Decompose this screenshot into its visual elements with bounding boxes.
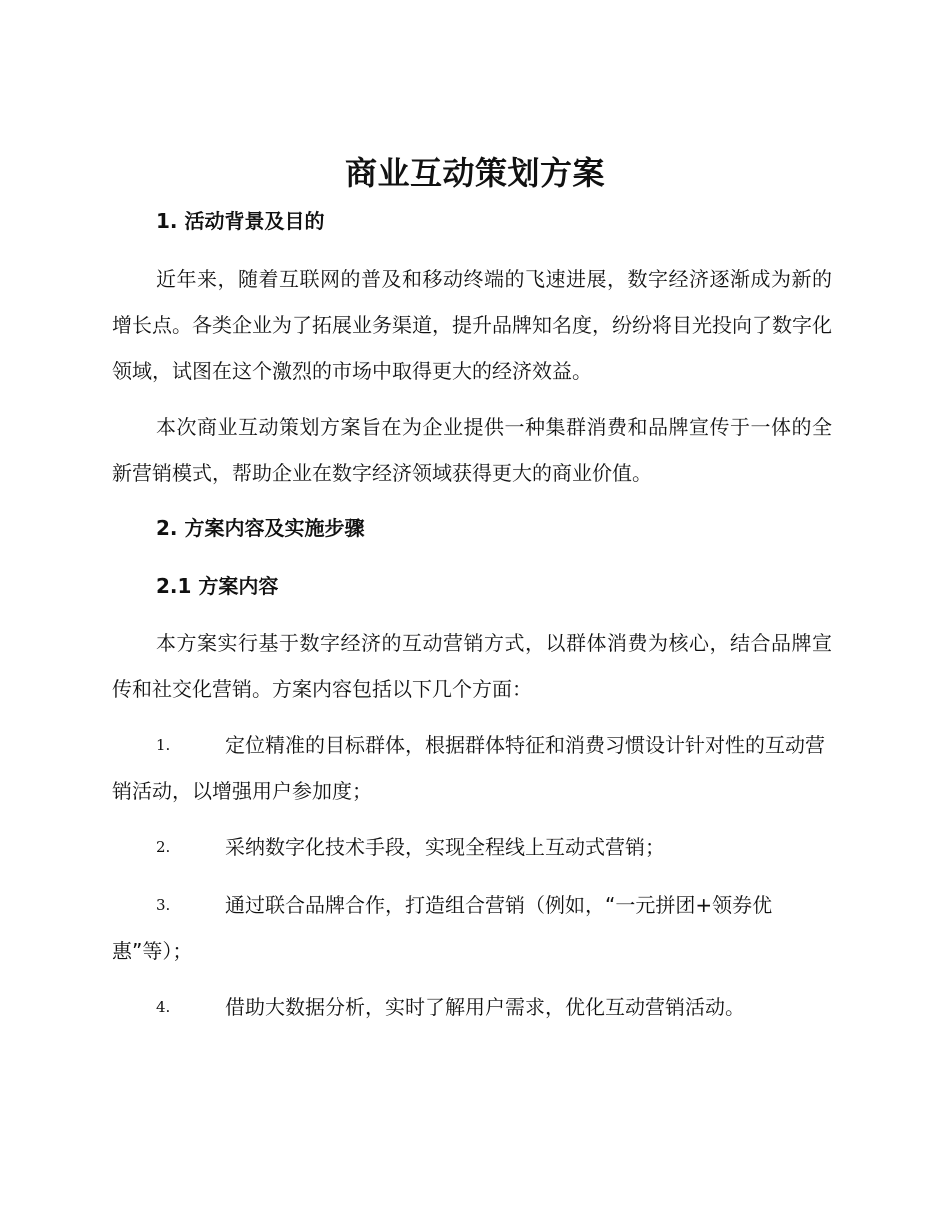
list-item-text: 借助大数据分析，实时了解用户需求，优化互动营销活动。 — [225, 995, 745, 1019]
list-item — [112, 824, 832, 870]
list-item-number: 1. — [156, 736, 171, 754]
section-heading-1: 1. 活动背景及目的 — [156, 209, 325, 233]
subsection-heading-2-1: 2.1 方案内容 — [156, 574, 279, 598]
paragraph-background: 近年来，随着互联网的普及和移动终端的飞速进展，数字经济逐渐成为新的增长点。各类企业为了拓展业务渠道，提升品牌知名度，纷纷将目光投向了数字化领域，试图在这个激烈的市场中取得更大的经济效益。 — [112, 267, 832, 383]
list-item-number: 3. — [156, 896, 171, 914]
paragraph-plan-intro: 本方案实行基于数字经济的互动营销方式，以群体消费为核心，结合品牌宣传和社交化营销。方案内容包括以下几个方面： — [112, 631, 832, 701]
list-item — [112, 984, 832, 1030]
list-item-number: 4. — [156, 998, 171, 1016]
list-item — [112, 882, 832, 974]
paragraph-purpose: 本次商业互动策划方案旨在为企业提供一种集群消费和品牌宣传于一体的全新营销模式，帮助企业在数字经济领域获得更大的商业价值。 — [112, 415, 832, 485]
list-item-text: 定位精准的目标群体，根据群体特征和消费习惯设计针对性的互动营销活动，以增强用户参加度； — [112, 733, 825, 803]
document-title: 商业互动策划方案 — [344, 154, 605, 192]
list-item-text: 采纳数字化技术手段，实现全程线上互动式营销； — [225, 835, 665, 859]
list-item-number: 2. — [156, 838, 171, 856]
section-heading-2: 2. 方案内容及实施步骤 — [156, 516, 365, 540]
list-item — [112, 722, 832, 814]
list-item-text: 通过联合品牌合作，打造组合营销（例如，“一元拼团+领券优惠”等）； — [112, 893, 773, 963]
